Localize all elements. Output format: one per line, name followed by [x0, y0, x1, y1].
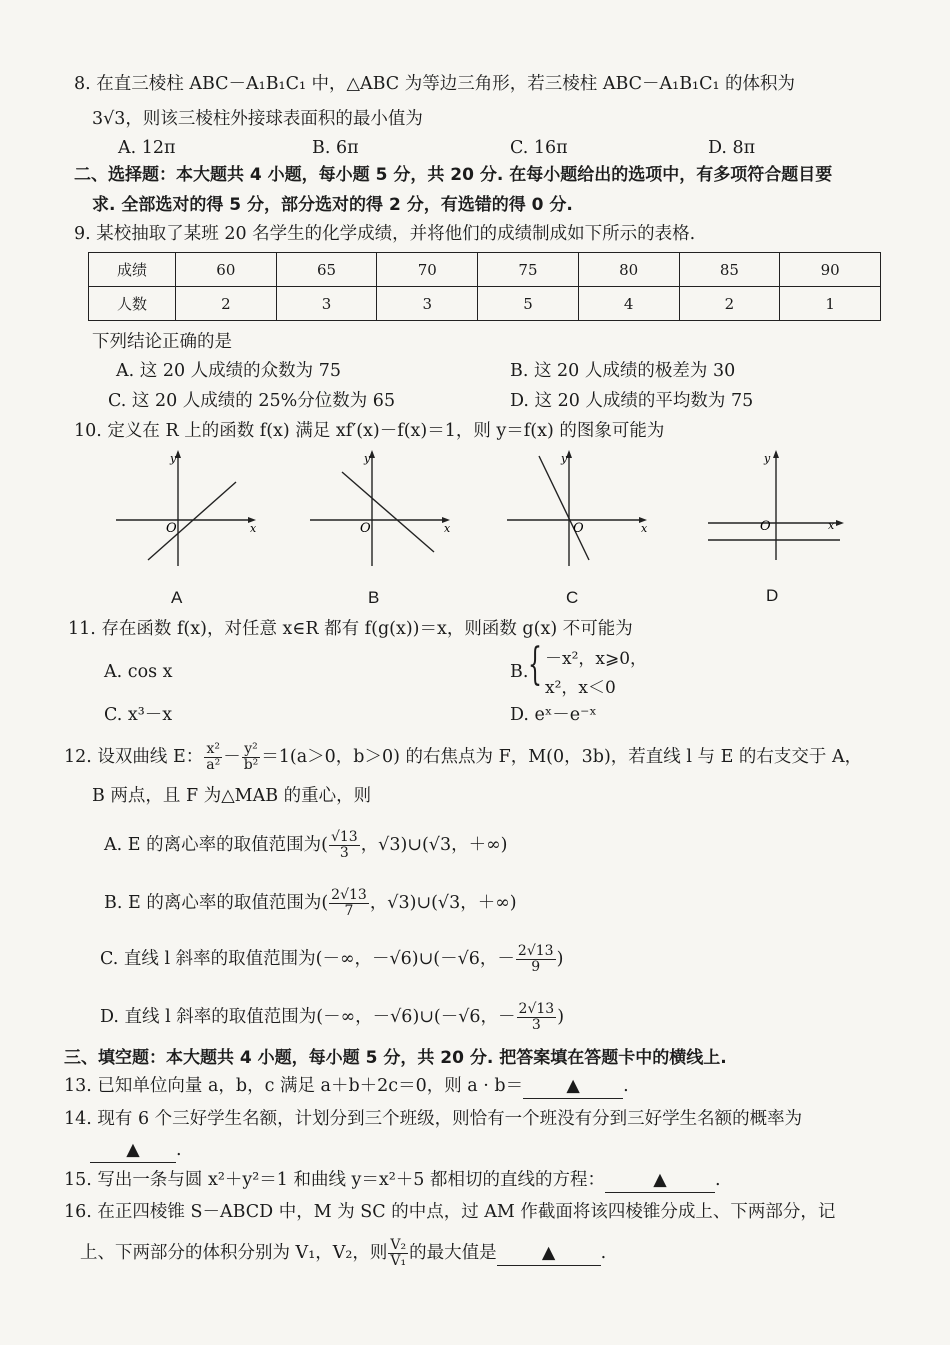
frac-den: 9	[531, 959, 541, 975]
origin-label: O	[360, 521, 371, 536]
q12-option-c	[100, 944, 563, 975]
q9-option-b: B. 这 20 人成绩的极差为 30	[510, 361, 736, 381]
axis-y-label: y	[764, 452, 771, 465]
q10-stem: 10. 定义在 R 上的函数 f(x) 满足 xf′(x)－f(x)＝1，则 y＝f(x) 的图象可能为	[74, 421, 665, 441]
q13	[64, 1074, 629, 1099]
q12-stem-b: ＝1(a＞0，b＞0) 的右焦点为 F，M(0，3b)，若直线 l 与 E 的右支交于 A，	[261, 747, 863, 767]
q11-option-a: A. cos x	[104, 662, 173, 682]
q16-line1: 16. 在正四棱锥 S－ABCD 中，M 为 SC 的中点，过 AM 作截面将该四棱锥分成上、下两部分，记	[64, 1202, 836, 1222]
axis-y-label: y	[561, 452, 568, 465]
table-cell: 2	[679, 287, 780, 321]
table-cell: 80	[578, 253, 679, 287]
q13-stem: 13. 已知单位向量 a，b，c 满足 a＋b＋2c＝0，则 a · b＝	[64, 1076, 524, 1096]
q11-option-b-case2: x²，x＜0	[545, 678, 616, 698]
frac-den: 3	[339, 845, 349, 861]
opt-pre: C. 直线 l 斜率的取值范围为(－∞，－√6)∪(－√6，－	[100, 949, 515, 969]
axis-x-label: x	[250, 522, 257, 535]
opt-frac	[517, 1002, 557, 1033]
table-cell: 5	[478, 287, 579, 321]
opt-pre: A. E 的离心率的取值范围为(	[104, 835, 328, 855]
q16-answer-blank[interactable]: ▲	[497, 1241, 601, 1266]
q9-option-d: D. 这 20 人成绩的平均数为 75	[510, 391, 754, 411]
opt-post: )	[556, 949, 564, 969]
graph-d	[704, 448, 852, 570]
table-cell: 3	[377, 287, 478, 321]
q12-minus: －	[223, 747, 241, 767]
frac-num: y²	[242, 742, 261, 758]
opt-frac	[516, 944, 556, 975]
q12-frac-y	[242, 742, 261, 773]
q12-line2: B 两点，且 F 为△MAB 的重心，则	[92, 786, 372, 806]
q9-score-table	[88, 252, 881, 321]
q12-frac-x	[204, 742, 222, 773]
frac-den: V₁	[390, 1253, 407, 1269]
frac-num: 2√13	[517, 943, 554, 959]
opt-post: )	[557, 1007, 565, 1027]
q16-line2	[80, 1238, 606, 1269]
table-cell: 65	[276, 253, 377, 287]
q11-option-c: C. x³－x	[104, 705, 173, 725]
q14-answer	[90, 1138, 182, 1163]
table-cell: 人数	[89, 287, 176, 321]
frac-den: 7	[344, 903, 354, 919]
q12-option-a	[104, 830, 507, 861]
table-row	[89, 287, 881, 321]
axis-x-label: x	[828, 519, 835, 532]
table-cell: 60	[176, 253, 277, 287]
q11-option-b-label: B.	[510, 662, 529, 682]
q9-option-c: C. 这 20 人成绩的 25%分位数为 65	[108, 391, 396, 411]
q9-option-a: A. 这 20 人成绩的众数为 75	[116, 361, 341, 381]
graph-d-label: D	[766, 586, 779, 605]
q11-brace: {	[528, 639, 542, 690]
table-cell: 1	[780, 287, 881, 321]
q11-option-d: D. eˣ－e⁻ˣ	[510, 705, 597, 725]
graph-a	[112, 448, 260, 570]
q8-option-d: D. 8π	[708, 138, 756, 158]
graph-b-label: B	[368, 588, 380, 607]
q11-stem: 11. 存在函数 f(x)，对任意 x∈R 都有 f(g(x))＝x，则函数 g(x) 不可能为	[68, 619, 633, 639]
opt-frac	[329, 830, 360, 861]
graph-c-label: C	[566, 588, 579, 607]
table-cell: 90	[780, 253, 881, 287]
q11-option-b-case1: －x²，x⩾0，	[545, 649, 648, 669]
axis-x-label: x	[444, 522, 451, 535]
q8-option-c: C. 16π	[510, 138, 568, 158]
q9-prompt: 下列结论正确的是	[92, 332, 232, 352]
q16-end: .	[600, 1243, 607, 1263]
frac-num: x²	[204, 742, 222, 758]
opt-post: ，√3)∪(√3，＋∞)	[360, 835, 508, 855]
q8-option-b: B. 6π	[312, 138, 359, 158]
q15-end: .	[714, 1170, 721, 1190]
q14-answer-blank[interactable]: ▲	[90, 1138, 176, 1163]
q15-answer-blank[interactable]: ▲	[605, 1168, 715, 1193]
opt-pre: B. E 的离心率的取值范围为(	[104, 893, 329, 913]
q12-stem-a: 12. 设双曲线 E：	[64, 747, 204, 767]
axis-y-label: y	[170, 452, 177, 465]
origin-label: O	[760, 519, 771, 534]
graph-c	[503, 448, 651, 570]
table-cell: 成绩	[89, 253, 176, 287]
table-cell: 3	[276, 287, 377, 321]
q13-end: .	[623, 1076, 629, 1096]
frac-den: 3	[531, 1017, 541, 1033]
frac-num: √13	[330, 829, 358, 845]
axis-x-label: x	[641, 522, 648, 535]
q8-option-a: A. 12π	[118, 138, 176, 158]
frac-num: 2√13	[331, 887, 367, 903]
q14-end: .	[176, 1140, 182, 1160]
q8-line2: 3√3，则该三棱柱外接球表面积的最小值为	[92, 109, 423, 129]
origin-label: O	[573, 521, 584, 536]
q15	[64, 1168, 721, 1193]
frac-den: b²	[243, 757, 259, 773]
table-cell: 70	[377, 253, 478, 287]
opt-pre: D. 直线 l 斜率的取值范围为(－∞，－√6)∪(－√6，－	[100, 1007, 516, 1027]
q12-option-d	[100, 1002, 564, 1033]
section2-heading-line2: 求. 全部选对的得 5 分，部分选对的得 2 分，有选错的得 0 分.	[92, 195, 573, 215]
section2-heading-line1: 二、选择题：本大题共 4 小题，每小题 5 分，共 20 分. 在每小题给出的选项中，有多项符合题目要	[74, 165, 833, 185]
q9-stem: 9. 某校抽取了某班 20 名学生的化学成绩，并将他们的成绩制成如下所示的表格.	[74, 224, 696, 244]
q12-stem	[64, 742, 862, 773]
q8-line1: 8. 在直三棱柱 ABC－A₁B₁C₁ 中，△ABC 为等边三角形，若三棱柱 ABC－A₁B₁C₁ 的体积为	[74, 74, 796, 94]
q12-option-b	[104, 888, 517, 919]
q16-frac	[388, 1238, 408, 1269]
table-cell: 85	[679, 253, 780, 287]
q16-post: 的最大值是	[409, 1243, 497, 1263]
q14-stem: 14. 现有 6 个三好学生名额，计划分到三个班级，则恰有一个班没有分到三好学生名额的概率为	[64, 1109, 803, 1129]
table-row	[89, 253, 881, 287]
frac-num: V₂	[390, 1237, 407, 1253]
table-cell: 75	[478, 253, 579, 287]
frac-den: a²	[206, 757, 221, 773]
axis-y-label: y	[364, 452, 371, 465]
table-cell: 4	[578, 287, 679, 321]
frac-num: 2√13	[518, 1001, 555, 1017]
q16-pre: 上、下两部分的体积分别为 V₁，V₂，则	[80, 1243, 388, 1263]
opt-post: ，√3)∪(√3，＋∞)	[369, 893, 517, 913]
opt-frac	[329, 888, 369, 919]
graph-b	[306, 448, 454, 570]
graph-a-label: A	[171, 588, 183, 607]
section3-heading: 三、填空题：本大题共 4 小题，每小题 5 分，共 20 分. 把答案填在答题卡中的横线上.	[64, 1048, 727, 1068]
table-cell: 2	[176, 287, 277, 321]
q15-stem: 15. 写出一条与圆 x²＋y²＝1 和曲线 y＝x²＋5 都相切的直线的方程：	[64, 1170, 605, 1190]
origin-label: O	[166, 521, 177, 536]
q13-answer-blank[interactable]: ▲	[523, 1074, 623, 1099]
